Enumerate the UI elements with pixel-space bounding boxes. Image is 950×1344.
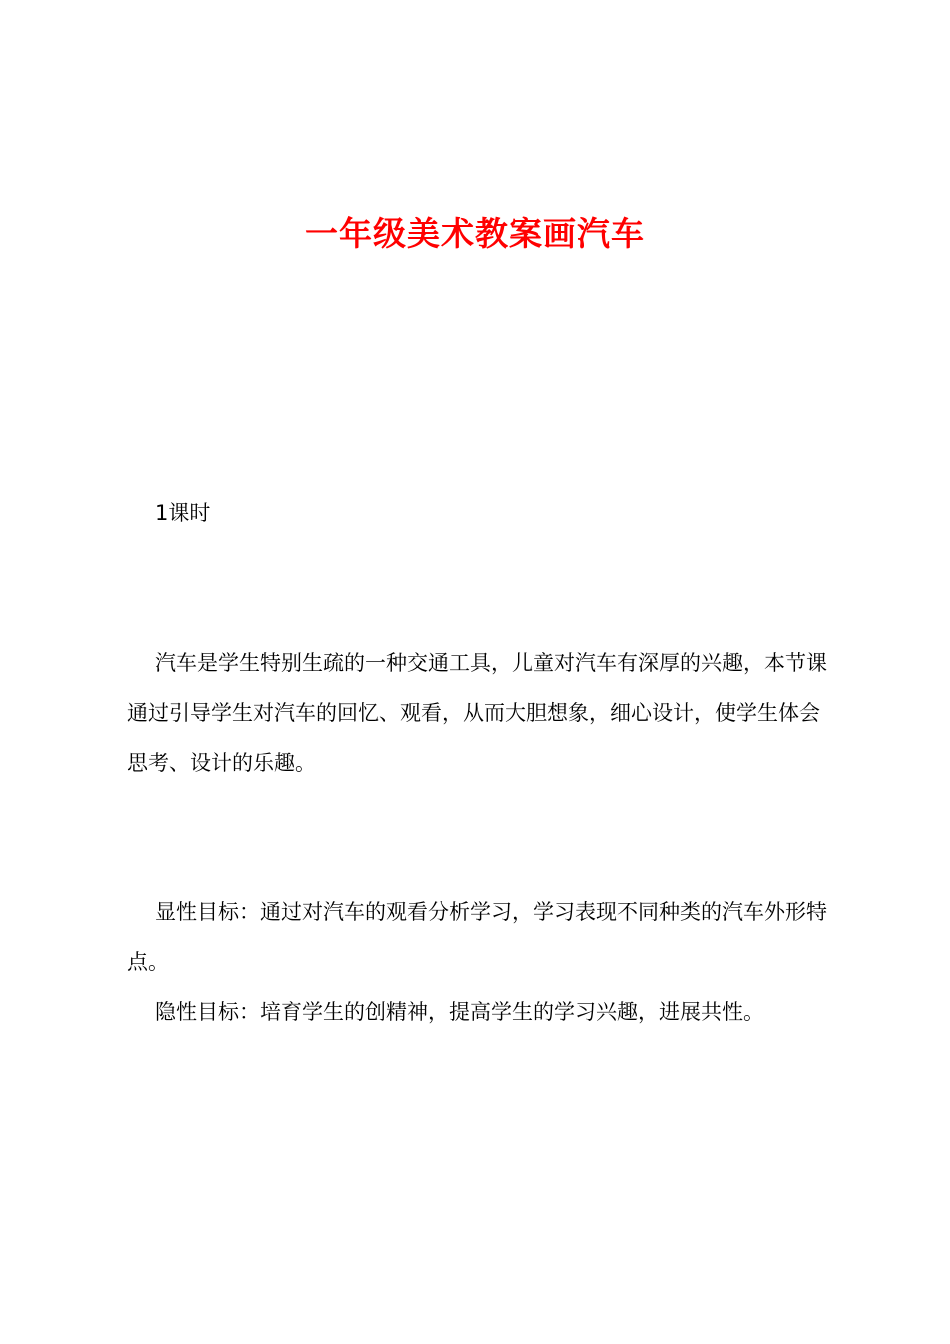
implicit-goal-paragraph: 隐性目标：培育学生的创精神，提高学生的学习兴趣，进展共性。 bbox=[155, 1000, 764, 1024]
intro-paragraph: 汽车是学生特别生疏的一种交通工具，儿童对汽车有深厚的兴趣，本节课通过引导学生对汽车的回忆、观看，从而大胆想象，细心设计，使学生体会思考、设计的乐趣。 bbox=[127, 651, 827, 775]
lesson-hours: 1课时 bbox=[155, 501, 211, 525]
page-title: 一年级美术教案画汽车 bbox=[305, 214, 645, 253]
explicit-goal-paragraph: 显性目标：通过对汽车的观看分析学习，学习表现不同种类的汽车外形特点。 bbox=[127, 900, 827, 974]
